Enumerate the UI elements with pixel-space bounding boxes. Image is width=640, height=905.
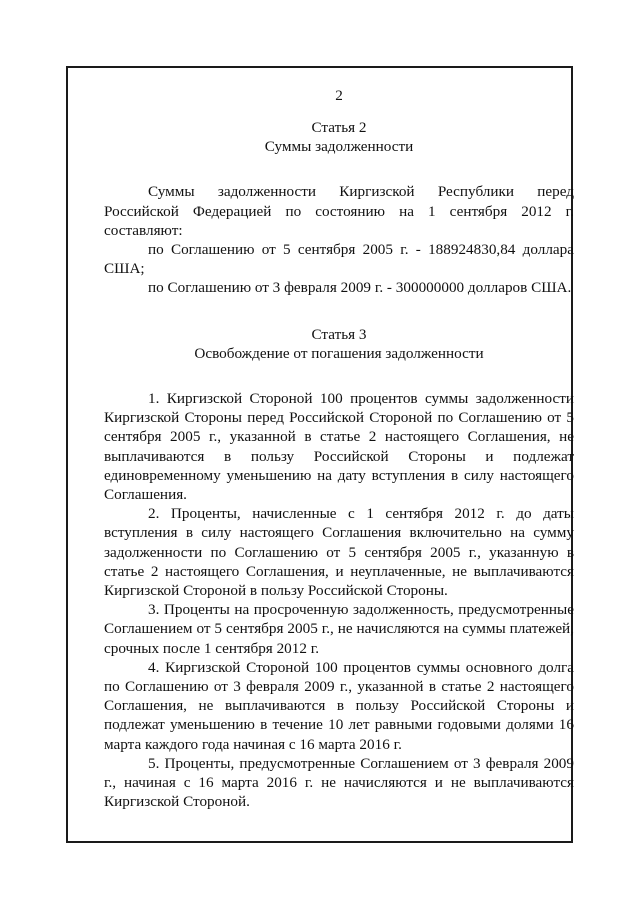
article-2-item-2: по Соглашению от 3 февраля 2009 г. - 300000000 долларов США. <box>148 279 572 297</box>
article-3-title: Статья 3 <box>311 325 367 343</box>
article-3-paragraph-2: 2. Проценты, начисленные с 1 сентября 2012 г. до даты вступления в силу настоящего Соглашения включительно на сумму задолженности по Соглашению от 5 сентября 2005 г., указанную в статье 2 настоящего Соглашения, и неуплаченные, не выплачиваются Киргизской Стороной в пользу Российской Стороны. <box>104 505 574 600</box>
article-3-paragraph-5: 5. Проценты, предусмотренные Соглашением от 3 февраля 2009 г., начиная с 16 марта 2016 г. не начисляются и не выплачиваются Киргизской Стороной. <box>104 754 574 811</box>
article-3-subtitle: Освобождение от погашения задолженности <box>194 344 484 362</box>
article-2-title: Статья 2 <box>311 119 367 136</box>
article-2-subtitle: Суммы задолженности <box>264 138 414 156</box>
document-page <box>104 86 574 812</box>
article-2-item-1: по Соглашению от 5 сентября 2005 г. - 188924830,84 доллара США; <box>104 241 574 278</box>
article-2-intro: Суммы задолженности Киргизской Республики перед Российской Федерацией по состоянию на 1 сентября 2012 г. составляют: <box>104 183 574 239</box>
article-3-paragraph-1: 1. Киргизской Стороной 100 процентов суммы задолженности Киргизской Стороны перед Российской Стороной по Соглашению от 5 сентября 2005 г., указанной в статье 2 настоящего Соглашения, не выплачиваются в пользу Российской Стороны и подлежат единовременному уменьшению на дату вступления в силу настоящего Соглашения. <box>104 390 574 504</box>
page-number: 2 <box>335 87 343 104</box>
article-3-paragraph-3: 3. Проценты на просроченную задолженность, предусмотренные Соглашением от 5 сентября 2005 г., не начисляются на суммы платежей, срочных после 1 сентября 2012 г. <box>104 601 574 657</box>
article-3-paragraph-4: 4. Киргизской Стороной 100 процентов суммы основного долга по Соглашению от 3 февраля 2009 г., указанной в статье 2 настоящего Соглашения, не выплачиваются в пользу Российской Стороны и подлежат уменьшению в течение 10 лет равными годовыми долями 16 марта каждого года начиная с 16 марта 2016 г. <box>104 658 574 753</box>
